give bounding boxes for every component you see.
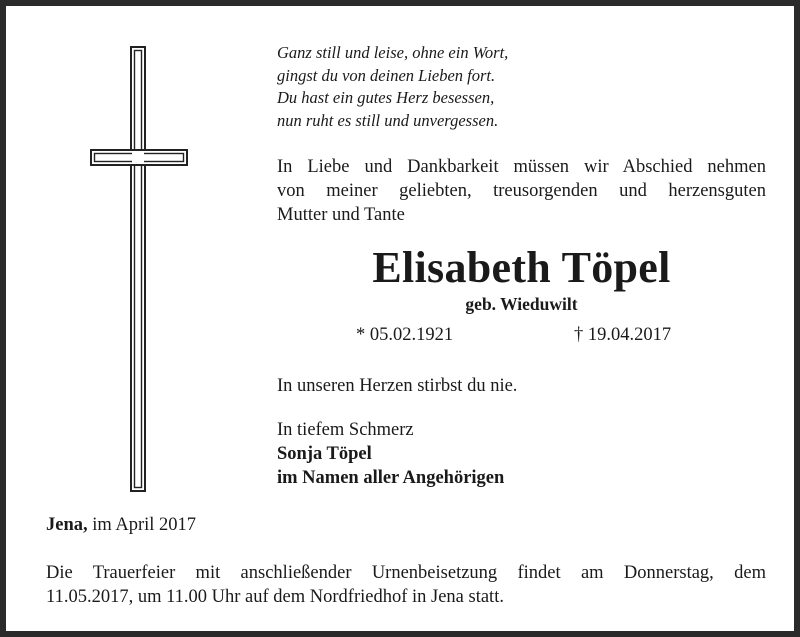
intro-line: In Liebe und Dankbarkeit müssen wir Abschied nehmen	[277, 157, 766, 177]
cross-icon	[90, 46, 188, 492]
signature-intro: In tiefem Schmerz	[277, 420, 414, 440]
poem-line: Ganz still und leise, ohne ein Wort,	[277, 43, 509, 62]
intro-line: von meiner geliebten, treusorgenden und herzensguten	[277, 181, 766, 201]
birth-date: * 05.02.1921	[356, 325, 454, 345]
place-city: Jena,	[46, 515, 88, 535]
place-date	[46, 513, 196, 537]
intro-text	[277, 155, 766, 227]
notice-line: 11.05.2017, um 11.00 Uhr auf dem Nordfriedhof in Jena statt.	[46, 587, 504, 607]
deceased-name: Elisabeth Töpel	[372, 243, 671, 292]
intro-line: Mutter und Tante	[277, 205, 405, 225]
signature-family: im Namen aller Angehörigen	[277, 468, 505, 488]
funeral-notice	[46, 561, 766, 609]
poem-line: Du hast ein gutes Herz besessen,	[277, 88, 495, 108]
signature-name: Sonja Töpel	[277, 444, 372, 464]
poem-line: nun ruht es still und unvergessen.	[277, 110, 499, 130]
poem	[277, 42, 508, 132]
poem-line: gingst du von deinen Lieben fort.	[277, 65, 496, 85]
place-month: im April 2017	[87, 515, 197, 535]
notice-line: Die Trauerfeier mit anschließender Urnenbeisetzung findet am Donnerstag, dem	[46, 563, 766, 583]
signature-block	[277, 418, 504, 490]
motto: In unseren Herzen stirbst du nie.	[277, 376, 518, 396]
maiden-name: geb. Wieduwilt	[465, 294, 578, 314]
death-date: † 19.04.2017	[574, 325, 672, 345]
